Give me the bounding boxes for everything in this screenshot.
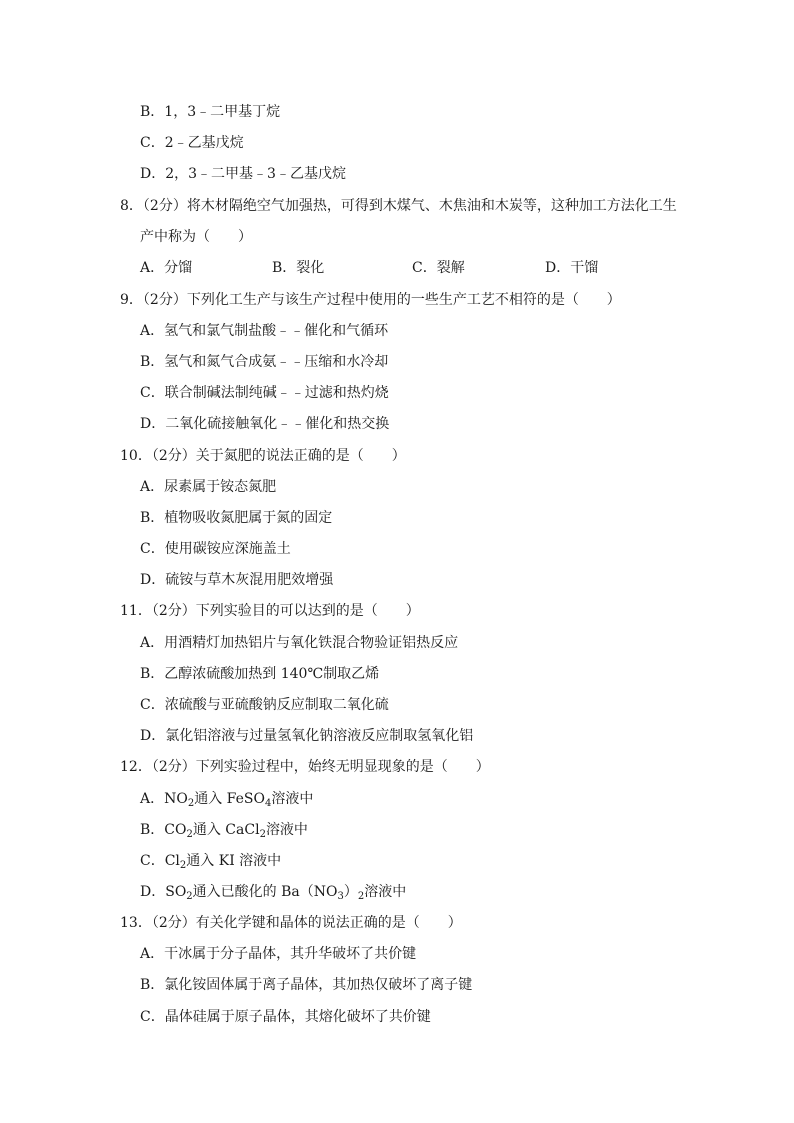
q10-option-d: D．硫铵与草木灰混用肥效增强 — [140, 572, 334, 588]
q9-option-a: A．氢气和氯气制盐酸﹣﹣催化和气循环 — [140, 323, 389, 339]
q8-stem-line2: 产中称为（ ） — [140, 229, 252, 245]
q12-option-a: A．$NO_2$通入 FeSO$_4$溶液中 — [140, 791, 314, 809]
q10-option-a: A．尿素属于铵态氮肥 — [140, 479, 277, 495]
q11-option-a: A．用酒精灯加热铝片与氧化铁混合物验证铝热反应 — [140, 635, 459, 651]
q12-stem: 12．（2分）下列实验过程中，始终无明显现象的是（ ） — [120, 759, 490, 775]
q11-stem: 11．（2分）下列实验目的可以达到的是（ ） — [120, 603, 420, 619]
q11-option-c: C．浓硫酸与亚硫酸钠反应制取二氧化硫 — [140, 697, 389, 713]
q13-option-a: A．干冰属于分子晶体，其升华破坏了共价键 — [140, 946, 417, 962]
q8-option-d: D．干馏 — [545, 260, 599, 276]
q13-stem: 13．（2分）有关化学键和晶体的说法正确的是（ ） — [120, 915, 462, 931]
q8-stem-line1: 8．（2分）将木材隔绝空气加强热，可得到木煤气、木焦油和木炭等，这种加工方法化工生 — [120, 198, 677, 214]
q13-option-c: C．晶体硅属于原子晶体，其熔化破坏了共价键 — [140, 1009, 431, 1025]
q8-option-c: C．裂解 — [412, 260, 465, 276]
q8-option-b: B．裂化 — [272, 260, 325, 276]
q8-option-a: A．分馏 — [140, 260, 193, 276]
q11-option-b: B．乙醇浓硫酸加热到 140℃制取乙烯 — [140, 666, 380, 682]
q12-option-c: C．$Cl_2$通入 KI 溶液中 — [140, 853, 282, 871]
q10-stem: 10．（2分）关于氮肥的说法正确的是（ ） — [120, 448, 406, 464]
q9-option-b: B．氢气和氮气合成氨﹣﹣压缩和水冷却 — [140, 354, 389, 370]
q12-option-b: B．$CO_2$通入 CaCl$_2$溶液中 — [140, 822, 308, 840]
q8-options-row — [140, 258, 740, 278]
q10-option-b: B．植物吸收氮肥属于氮的固定 — [140, 510, 333, 526]
q9-option-d: D．二氧化硫接触氧化﹣﹣催化和热交换 — [140, 416, 390, 432]
q7-option-b: B．1，3﹣二甲基丁烷 — [140, 104, 281, 120]
q9-stem: 9．（2分）下列化工生产与该生产过程中使用的一些生产工艺不相符的是（ ） — [120, 292, 621, 308]
q12-option-d: D．$SO_2$通入已酸化的 $Ba(NO_3)_2$溶液中 — [140, 884, 407, 902]
q10-option-c: C．使用碳铵应深施盖土 — [140, 541, 291, 557]
q11-option-d: D．氯化铝溶液与过量氢氧化钠溶液反应制取氢氧化铝 — [140, 728, 474, 744]
q9-option-c: C．联合制碱法制纯碱﹣﹣过滤和热灼烧 — [140, 385, 389, 401]
q7-option-d: D．2，3﹣二甲基﹣3﹣乙基戊烷 — [140, 166, 346, 182]
q7-option-c: C．2﹣乙基戊烷 — [140, 135, 244, 151]
q13-option-b: B．氯化铵固体属于离子晶体，其加热仅破坏了离子键 — [140, 977, 473, 993]
